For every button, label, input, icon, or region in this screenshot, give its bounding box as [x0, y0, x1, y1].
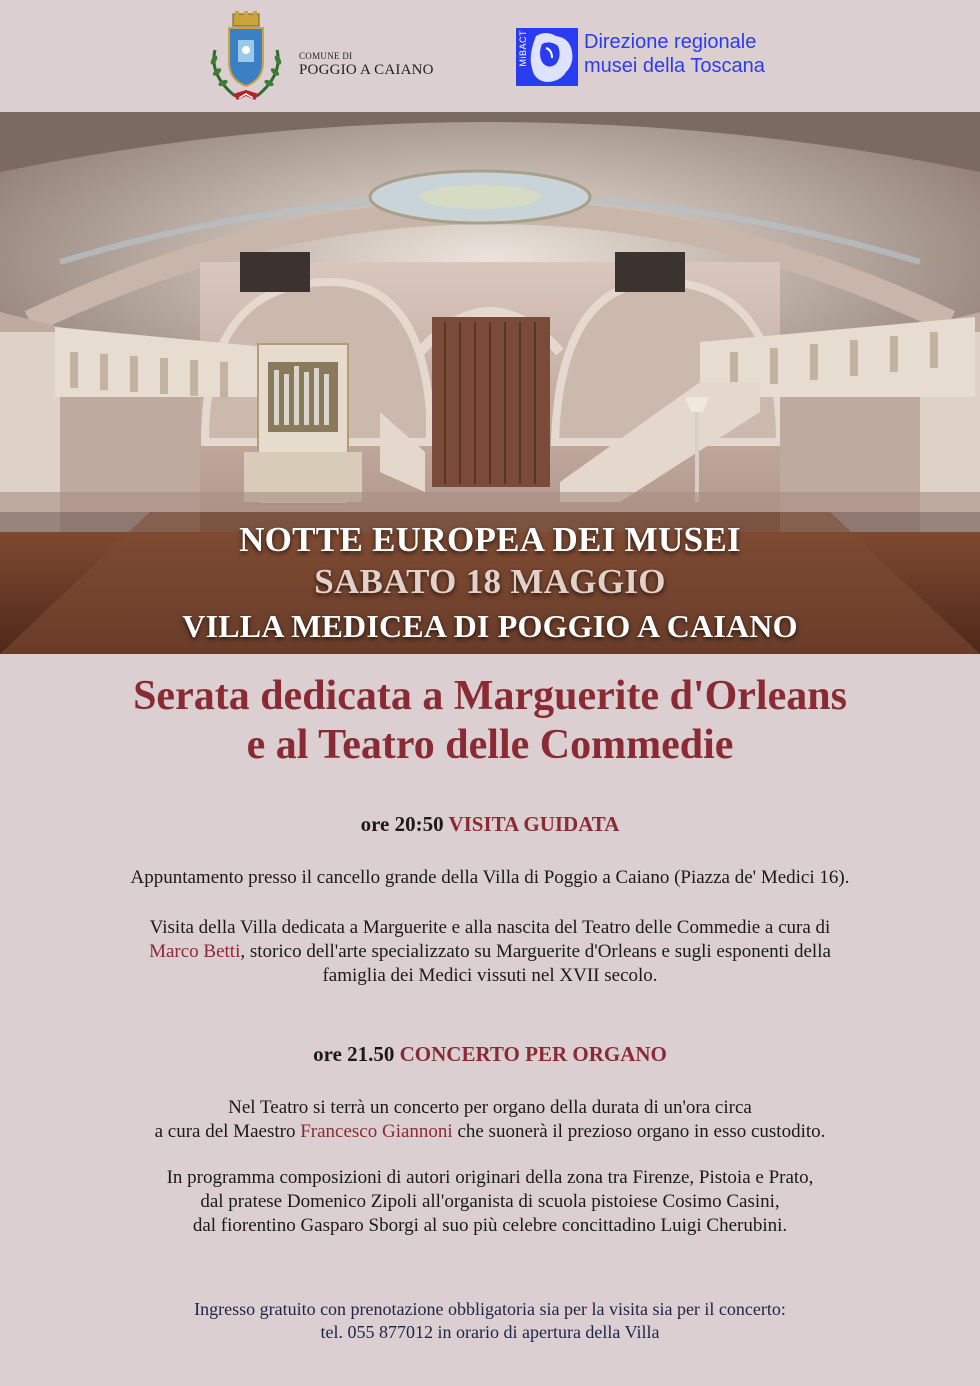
statue-icon [516, 28, 578, 86]
event1-desc-line1: Visita della Villa dedicata a Marguerite e alla nascita del Teatro delle Commedie a cura di [149, 917, 831, 938]
guide-name: Marco Betti [149, 941, 241, 962]
comune-logo [205, 10, 465, 105]
comune-label: COMUNE DI [299, 51, 353, 61]
event1-description [40, 916, 940, 988]
event2-desc-line1: Nel Teatro si terrà un concerto per organo della durata di un'ora circa [228, 1097, 752, 1118]
direzione-line2: musei della Toscana [584, 55, 765, 77]
direzione-logo [516, 28, 796, 88]
maestro-name: Francesco Giannoni [300, 1121, 453, 1142]
footer-line2: tel. 055 877012 in orario di apertura della Villa [320, 1322, 660, 1342]
event2-time: ore 21.50 [313, 1042, 395, 1066]
event1-desc-line2 [40, 940, 940, 964]
event1-name: VISITA GUIDATA [448, 812, 620, 836]
program-line3: dal fiorentino Gasparo Sborgi al suo più celebre concittadino Luigi Cherubini. [192, 1215, 788, 1236]
crest-icon [205, 10, 287, 105]
event1-heading [0, 812, 980, 837]
direzione-line1: Direzione regionale [584, 31, 757, 53]
hero-line-date: SABATO 18 MAGGIO [314, 562, 666, 601]
event2-heading [0, 1042, 980, 1067]
hero-line-event: NOTTE EUROPEA DEI MUSEI [239, 520, 741, 559]
footer-info [40, 1298, 940, 1344]
event1-desc-line3: famiglia dei Medici vissuti nel XVII secolo. [322, 965, 658, 986]
page-title [0, 672, 980, 770]
title-line2: e al Teatro delle Commedie [246, 722, 734, 768]
event2-description [40, 1096, 940, 1144]
program-line1: In programma composizioni di autori originari della zona tra Firenze, Pistoia e Prato, [166, 1167, 814, 1188]
mibact-logo-icon [516, 28, 578, 86]
header [0, 0, 980, 112]
mibact-logo-text: MiBACT [518, 30, 528, 67]
program-line2: dal pratese Domenico Zipoli all'organista di scuola pistoiese Cosimo Casini, [200, 1191, 780, 1212]
comune-name: POGGIO A CAIANO [299, 62, 434, 78]
hero-photo [0, 112, 980, 654]
event1-desc-rest: , storico dell'arte specializzato su Marguerite d'Orleans e sugli esponenti della [240, 941, 831, 962]
direzione-text [584, 30, 765, 78]
footer-line1: Ingresso gratuito con prenotazione obbligatoria sia per la visita sia per il concerto: [194, 1299, 786, 1319]
event2-desc-post: che suonerà il prezioso organo in esso custodito. [457, 1121, 826, 1142]
hero-line-venue: VILLA MEDICEA DI POGGIO A CAIANO [182, 608, 798, 644]
event2-desc-pre: a cura del Maestro [154, 1121, 296, 1142]
event1-meeting: Appuntamento presso il cancello grande della Villa di Poggio a Caiano (Piazza de' Medici 16). [130, 867, 850, 888]
event1-time: ore 20:50 [360, 812, 444, 836]
program-description [40, 1166, 940, 1238]
event2-desc-line2 [40, 1120, 940, 1144]
event2-name: CONCERTO PER ORGANO [399, 1042, 667, 1066]
title-line1: Serata dedicata a Marguerite d'Orleans [133, 673, 847, 719]
